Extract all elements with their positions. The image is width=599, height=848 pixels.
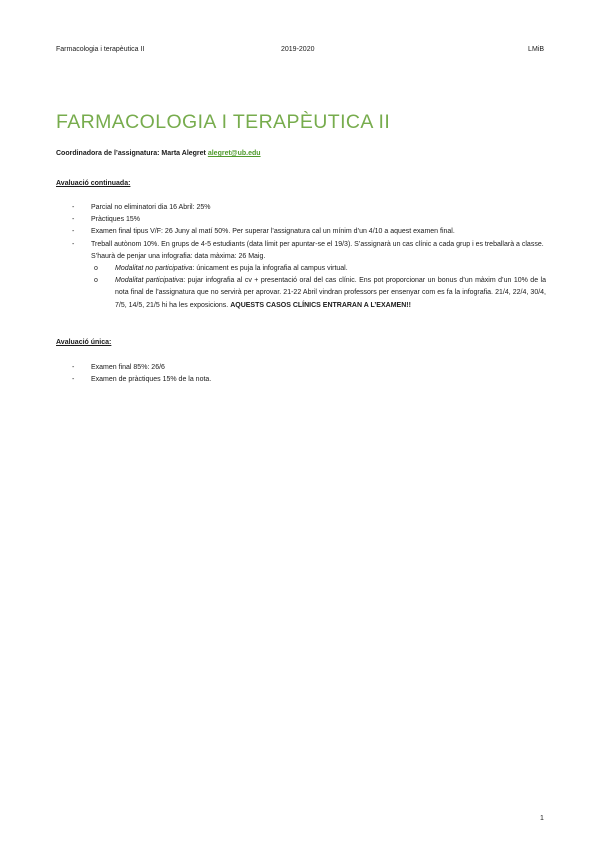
list-item [56, 374, 546, 386]
list-item-text: Parcial no eliminatori dia 16 Abril: 25% [91, 204, 211, 211]
sublist-item [91, 275, 546, 312]
header-course-name: Farmacologia i terapèutica II [56, 46, 145, 53]
single-assessment-heading: Avaluació única: [56, 339, 112, 346]
list-item-text: Examen final 85%: 26/6 [91, 364, 165, 371]
list-item-text: Examen de pràctiques 15% de la nota. [91, 376, 212, 384]
continuous-assessment-heading: Avaluació continuada: [56, 180, 131, 187]
list-item [56, 202, 546, 214]
header-program: LMiB [528, 46, 544, 53]
document-title: FARMACOLOGIA I TERAPÈUTICA II [56, 111, 391, 133]
header-academic-year: 2019-2020 [281, 46, 315, 53]
page-header [56, 46, 544, 58]
continuous-assessment-list [56, 202, 546, 312]
list-item [56, 239, 546, 312]
list-item-text: Treball autònom 10%. En grups de 4-5 estudiants (data límit per apuntar-se el 19/3). S’assignarà un cas clínic a cada grup i es treballarà a classe. S’haurà de penjar una infografia: data màxima: 26 Maig. [91, 240, 544, 260]
modality-sublist [91, 263, 546, 312]
modality-description: : únicament es puja la infografia al campus virtual. [192, 265, 348, 273]
sublist-item [91, 263, 546, 275]
modality-name: Modalitat participativa [115, 277, 184, 285]
list-item-text: Examen final tipus V/F: 26 Juny al matí 50%. Per superar l’assignatura cal un mínim d’un 4/10 a aquest examen final. [91, 228, 455, 236]
coordinator-email-link[interactable]: alegret@ub.edu [207, 150, 261, 157]
list-item-text: Pràctiques 15% [91, 216, 141, 224]
modality-name: Modalitat no participativa [115, 265, 193, 273]
exam-warning: AQUESTS CASOS CLÍNICS ENTRARAN A L’EXAMEN!! [230, 301, 411, 309]
list-item [56, 226, 546, 238]
coordinator-label: Coordinadora de l’assignatura: Marta Alegret [56, 150, 206, 157]
single-assessment-list [56, 362, 546, 386]
modality-description: : pujar infografia al cv + presentació oral del cas clínic. Ens pot proporcionar un bonus d’un màxim d’un 10% de la nota final de l’assignatura que no servirà per aprovar. 21-22 Abril vindran professors per ensenyar com es fa la infografia. 21/4, 22/4, 30/4, 7/5, 14/5, 21/5 hi ha les exposicions. [115, 277, 546, 309]
list-item [56, 214, 546, 226]
coordinator-line [56, 150, 261, 157]
page-number: 1 [540, 815, 544, 822]
list-item [56, 362, 546, 374]
